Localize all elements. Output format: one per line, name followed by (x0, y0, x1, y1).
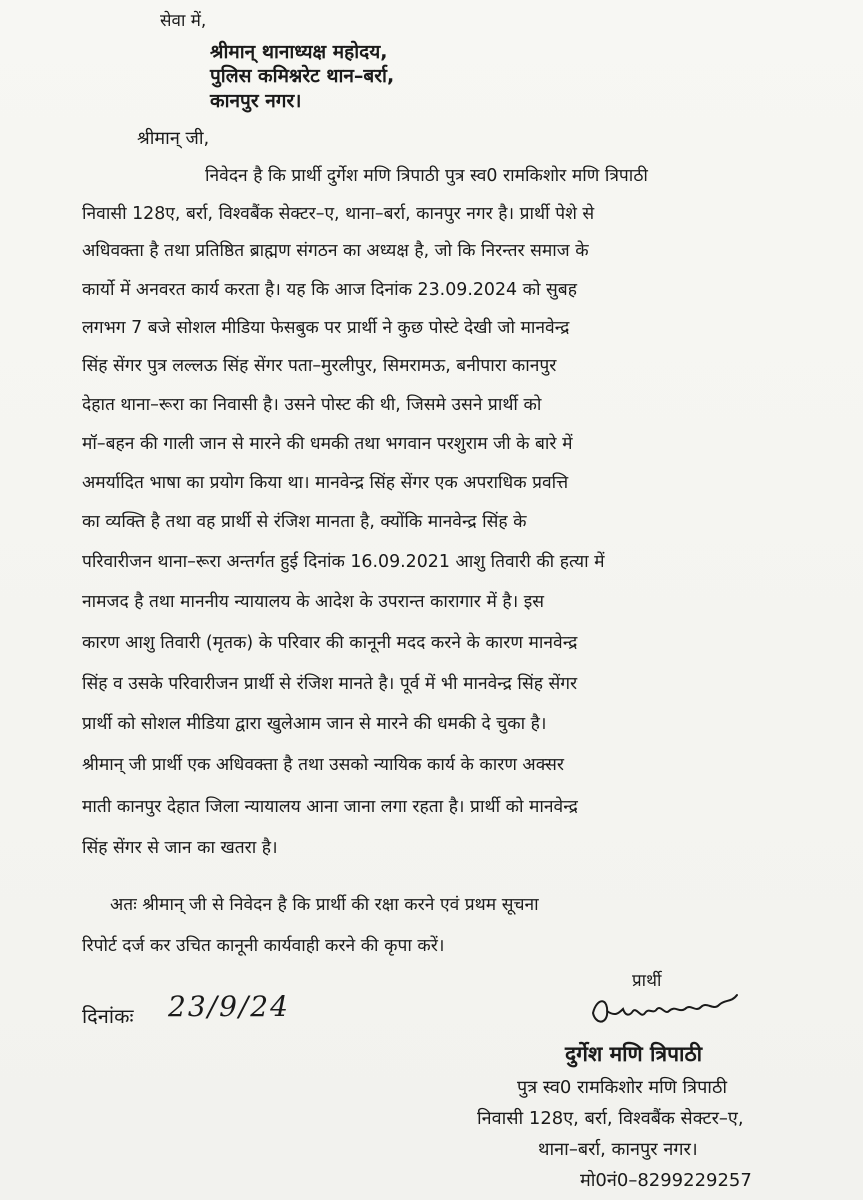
applicant-father: पुत्र स्व0 रामकिशोर मणि त्रिपाठी (517, 1077, 728, 1098)
addressee-line-3: कानपुर नगर। (210, 90, 302, 112)
applicant-police-station: थाना–बर्रा, कानपुर नगर। (538, 1139, 698, 1160)
body-line-3: अधिवक्ता है तथा प्रतिष्ठित ब्राह्मण संगठन का अध्यक्ष है, जो कि निरन्तर समाज के (82, 241, 589, 261)
body-line-15: प्रार्थी को सोशल मीडिया द्वारा खुलेआम जान से मारने की धमकी दे चुका है। (82, 714, 547, 734)
body-line-8: मॉ–बहन की गाली जान से मारने की धमकी तथा भगवान परशुराम जी के बारे में (82, 434, 573, 454)
body-line-18: सिंह सेंगर से जान का खतरा है। (82, 838, 278, 858)
addressee-line-2: पुलिस कमिश्नरेट थान–बर्रा, (210, 65, 395, 87)
body-line-10: का व्यक्ति है तथा वह प्रार्थी से रंजिश मानता है, क्योंकि मानवेन्द्र सिंह के (82, 512, 527, 532)
body-line-6: सिंह सेंगर पुत्र लल्लऊ सिंह सेंगर पता–मुरलीपुर, सिमरामऊ, बनीपारा कानपुर (82, 356, 557, 376)
applicant-label: प्रार्थी (632, 971, 662, 991)
date-value: 23/9/24 (168, 990, 290, 1023)
body-line-9: अमर्यादित भाषा का प्रयोग किया था। मानवेन्द्र सिंह सेंगर एक अपराधिक प्रवत्ति (82, 473, 569, 493)
body-line-5: लगभग 7 बजे सोशल मीडिया फेसबुक पर प्रार्थी ने कुछ पोस्टे देखी जो मानवेन्द्र (82, 318, 570, 338)
date-label: दिनांकः (82, 1004, 134, 1028)
body-line-14: सिंह व उसके परिवारीजन प्रार्थी से रंजिश मानते है। पूर्व में भी मानवेन्द्र सिंह सेंगर (82, 674, 578, 694)
request-line-2: रिपोर्ट दर्ज कर उचित कानूनी कार्यवाही करने की कृपा करें। (82, 936, 445, 956)
request-line-1: अतः श्रीमान् जी से निवेदन है कि प्रार्थी की रक्षा करने एवं प्रथम सूचना (110, 895, 539, 915)
body-line-1 (205, 168, 798, 185)
body-line-16: श्रीमान् जी प्रार्थी एक अधिवक्ता है तथा उसको न्यायिक कार्य के कारण अक्सर (82, 755, 564, 775)
body-text: निवेदन है कि प्रार्थी दुर्गेश मणि त्रिपाठी पुत्र स्व0 रामकिशोर मणि त्रिपाठी (205, 166, 648, 186)
body-line-12: नामजद है तथा माननीय न्यायालय के आदेश के उपरान्त कारागार में है। इस (82, 592, 545, 612)
body-line-11: परिवारीजन थाना–रूरा अन्तर्गत हुई दिनांक 16.09.2021 आशु तिवारी की हत्या में (82, 552, 605, 572)
addressee-line-1: श्रीमान् थानाध्यक्ष महोदय, (210, 41, 388, 63)
body-line-4: कार्यो में अनवरत कार्य करता है। यह कि आज दिनांक 23.09.2024 को सुबह (82, 280, 577, 300)
body-line-17: माती कानपुर देहात जिला न्यायालय आना जाना लगा रहता है। प्रार्थी को मानवेन्द्र (82, 797, 578, 817)
body-line-13: कारण आशु तिवारी (मृतक) के परिवार की कानूनी मदद करने के कारण मानवेन्द्र (82, 633, 578, 653)
applicant-name: दुर्गेश मणि त्रिपाठी (565, 1042, 703, 1066)
applicant-mobile: मो0नं0–8299229257 (580, 1170, 752, 1191)
body-line-2: निवासी 128ए, बर्रा, विश्वबैंक सेक्टर–ए, थाना–बर्रा, कानपुर नगर है। प्रार्थी पेशे से (82, 204, 595, 224)
signature (585, 985, 745, 1035)
greeting: श्रीमान् जी, (137, 128, 210, 149)
salutation-to: सेवा में, (160, 11, 207, 31)
applicant-address: निवासी 128ए, बर्रा, विश्वबैंक सेक्टर–ए, (477, 1108, 744, 1129)
body-line-7: देहात थाना–रूरा का निवासी है। उसने पोस्ट की थी, जिसमे उसने प्रार्थी को (82, 395, 542, 415)
